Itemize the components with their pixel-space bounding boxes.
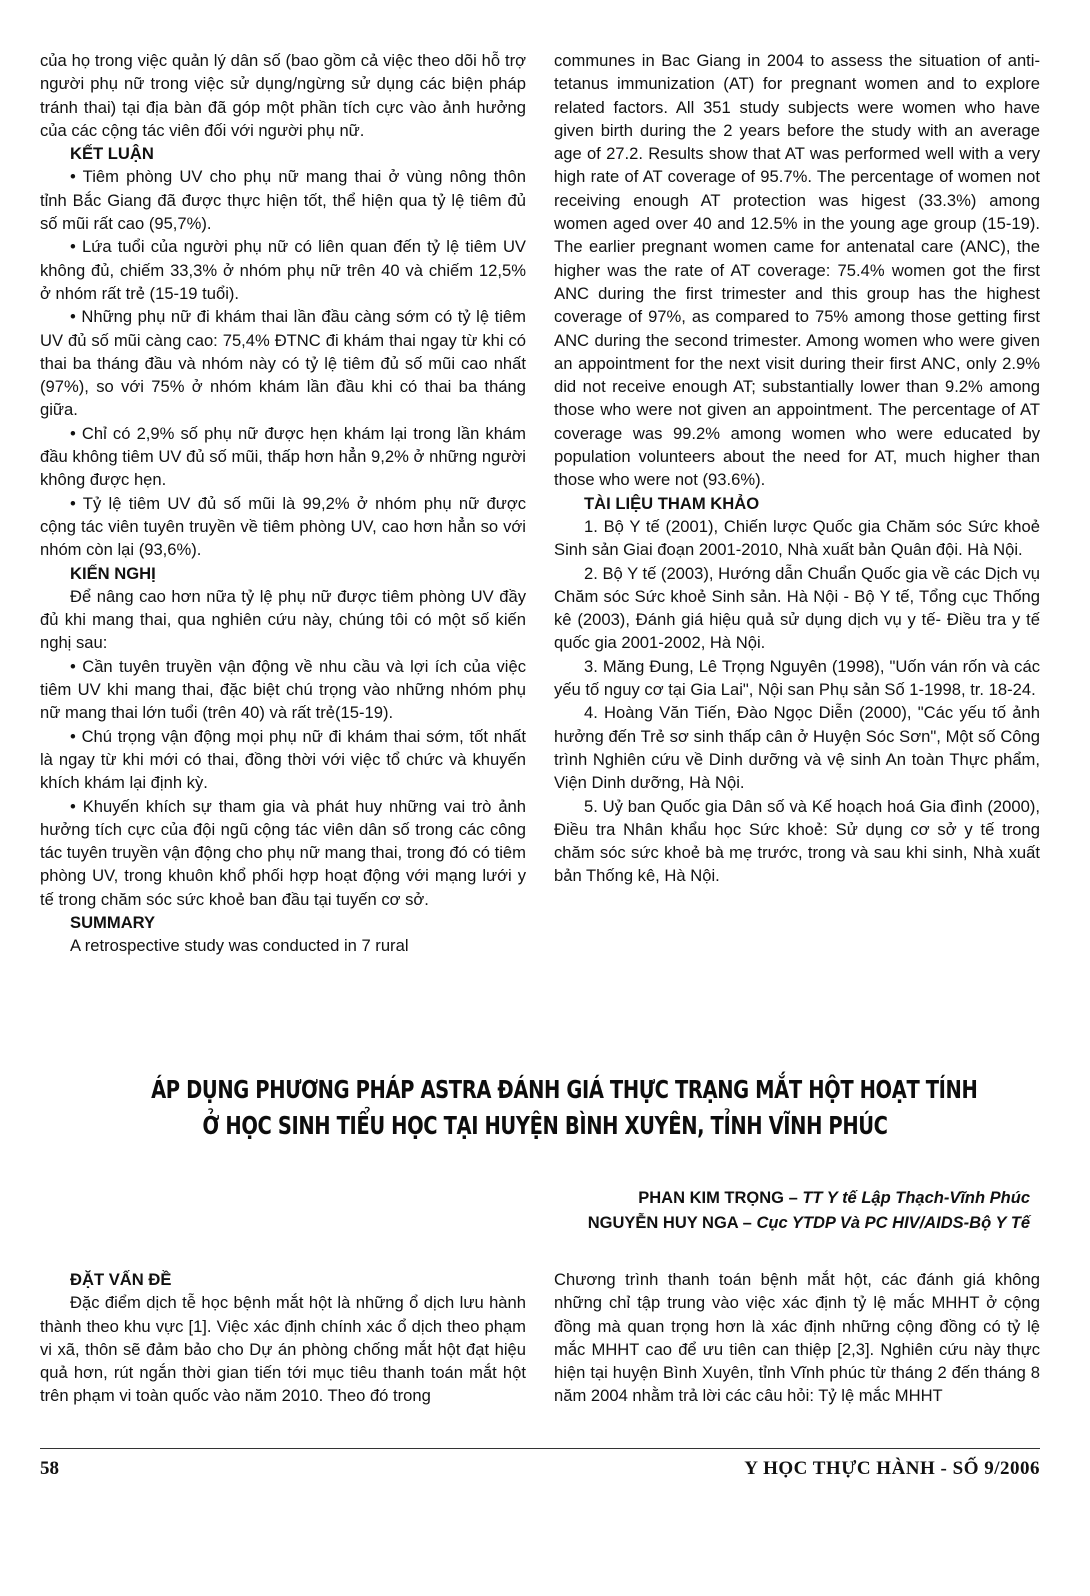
heading-ket-luan: KẾT LUẬN (70, 144, 154, 164)
reference-item: 1. Bộ Y tế (2001), Chiến lược Quốc gia Chăm sóc Sức khoẻ Sinh sản Giai đoạn 2001-2010, Nhà xuất bản Quân đội. Hà Nội. (554, 516, 1040, 560)
heading-dat-van-de: ĐẶT VẤN ĐỀ (70, 1270, 172, 1289)
footer-divider (40, 1448, 1040, 1449)
recommendation-2: • Chú trọng vận động mọi phụ nữ đi khám thai sớm, tốt nhất là ngay từ khi mới có thai, đồng thời với việc tổ chức và khuyến khích khám lại định kỳ. (40, 726, 526, 793)
author-1-affiliation: TT Y tế Lập Thạch-Vĩnh Phúc (802, 1189, 1030, 1207)
author-2-name: NGUYỄN HUY NGA – (587, 1214, 757, 1232)
reference-item: 3. Măng Đung, Lê Trọng Nguyên (1998), "Uốn ván rốn và các yếu tố nguy cơ tại Gia Lai", Nội san Phụ sản Số 1-1998, tr. 18-24. (554, 656, 1040, 700)
reference-item: 4. Hoàng Văn Tiến, Đào Ngọc Diễn (2000), "Các yếu tố ảnh hưởng đến Trẻ sơ sinh thấp cân ở Huyện Sóc Sơn", Một số Công trình Nghiên cứu về Dinh dưỡng và vệ sinh An toàn Thực phẩm, Viện Dinh dưỡng, Hà Nội. (554, 703, 1040, 793)
recommendation-1: • Cần tuyên truyền vận động về nhu cầu và lợi ích của việc tiêm UV khi mang thai, đặc biệt chú trọng vào những nhóm phụ nữ mang thai lớn tuổi (trên 40) và rất trẻ(15-19). (40, 656, 526, 723)
author-2 (588, 1211, 1030, 1236)
summary-start: A retrospective study was conducted in 7 rural (70, 936, 409, 956)
journal-name: Y HỌC THỰC HÀNH - SỐ 9/2006 (744, 1458, 1040, 1479)
summary-continued: communes in Bac Giang in 2004 to assess the situation of anti-tetanus immunization (AT) for pregnant women and to explore related factors. All 351 study subjects were women who have given birth during the 2 years before the study with an average age of 27.2. Results show that AT was performed well with a very high rate of AT coverage of 95.7%. The percentage of women not receiving enough AT protection was higest (33.3%) among women aged over 40 and 12.5% in the young age group (15-19). The earlier pregnant women came for antenatal care (ANC), the higher was the rate of AT coverage: 75.4% women got the first ANC during the first trimester and this group has the highest coverage of 97%, as compared to 75% among those getting first ANC during the second trimester. Among women who were given an appointment for the next visit during their first ANC, only 2.9% did not receive enough AT; substantially lower than 9.2% among those who were not given an appointment. The percentage of AT coverage was 99.2% among women who were educated by population volunteers about the need for AT, much higher than those who were not (93.6%). (554, 51, 1040, 490)
paragraph-continued: của họ trong việc quản lý dân số (bao gồm cả việc theo dõi hỗ trợ người phụ nữ trong việc sử dụng/ngừng sử dụng các biện pháp tránh thai) tại địa bàn đã góp một phần tích cực vào ảnh hưởng của các cộng tác viên đối với người phụ nữ. (40, 51, 526, 140)
author-2-affiliation: Cục YTDP Và PC HIV/AIDS-Bộ Y Tế (756, 1214, 1030, 1232)
reference-item: 2. Bộ Y tế (2003), Hướng dẫn Chuẩn Quốc gia về các Dịch vụ Chăm sóc Sức khoẻ Sinh sản. Hà Nội - Bộ Y tế, Tổng cục Thống kê (2003), Đánh giá hiệu quả sử dụng dịch vụ y tế- Điều tra y tế quốc gia 2001-2002, Hà Nội. (554, 563, 1040, 653)
page-number: 58 (40, 1458, 59, 1479)
author-block (588, 1186, 1030, 1236)
heading-references: TÀI LIỆU THAM KHẢO (584, 493, 760, 513)
title-line-2: Ở HỌC SINH TIỂU HỌC TẠI HUYỆN BÌNH XUYÊN, TỈNH VĨNH PHÚC (202, 1111, 888, 1140)
conclusion-5: • Tỷ lệ tiêm UV đủ số mũi là 99,2% ở nhóm phụ nữ được cộng tác viên tuyên truyền về tiêm phòng UV, cao hơn hẳn so với nhóm còn lại (93,6%). (40, 493, 526, 560)
recommendation-intro: Để nâng cao hơn nữa tỷ lệ phụ nữ được tiêm phòng UV đầy đủ khi mang thai, qua nghiên cứu này, chúng tôi có một số kiến nghị sau: (40, 586, 526, 653)
left-column-bottom (40, 1268, 526, 1408)
conclusion-4: • Chỉ có 2,9% số phụ nữ được hẹn khám lại trong lần khám đầu không tiêm UV đủ số mũi, thấp hơn hẳn 9,2% ở những người không được hẹn. (40, 423, 526, 490)
heading-kien-nghi: KIẾN NGHỊ (70, 563, 156, 583)
left-column-top (40, 49, 526, 958)
right-column-bottom (554, 1268, 1040, 1408)
right-column-top (554, 49, 1040, 888)
conclusion-1: • Tiêm phòng UV cho phụ nữ mang thai ở vùng nông thôn tỉnh Bắc Giang đã được thực hiện tốt, thể hiện qua tỷ lệ tiêm đủ số mũi rất cao (95,7%). (40, 167, 526, 234)
article-title (40, 1072, 1050, 1144)
author-1-name: PHAN KIM TRỌNG – (638, 1189, 803, 1207)
reference-item: 5. Uỷ ban Quốc gia Dân số và Kế hoạch hoá Gia đình (2000), Điều tra Nhân khẩu học Sức khoẻ: Sử dụng cơ sở y tế trong chăm sóc sức khoẻ bà mẹ trước, trong và sau khi sinh, Nhà xuất bản Thống kê, Hà Nội. (554, 796, 1040, 886)
conclusion-2: • Lứa tuổi của người phụ nữ có liên quan đến tỷ lệ tiêm UV không đủ, chiếm 33,3% ở nhóm phụ nữ trên 40 và chiếm 12,5% ở nhóm rất trẻ (15-19 tuổi). (40, 237, 526, 303)
author-1 (588, 1186, 1030, 1211)
intro-paragraph-left: Đặc điểm dịch tễ học bệnh mắt hột là những ổ dịch lưu hành thành theo khu vực [1]. Việc xác định chính xác ổ dịch theo phạm vi xã, thôn sẽ đảm bảo cho Dự án phòng chống mắt hột đạt hiệu quả hơn, rút ngắn thời gian tiến tới mục tiêu thanh toán mắt hột trên phạm vi toàn quốc vào năm 2010. Theo đó trong (40, 1293, 526, 1406)
heading-summary: SUMMARY (70, 912, 156, 932)
conclusion-3: • Những phụ nữ đi khám thai lần đầu càng sớm có tỷ lệ tiêm UV đủ số mũi càng cao: 75,4% ĐTNC đi khám thai ngay từ khi có thai ba tháng đầu và nhóm này có tỷ lệ tiêm đủ số mũi cao nhất (97%), so với 75% ở nhóm khám lần đầu khi có thai ba tháng giữa. (40, 307, 526, 420)
recommendation-3: • Khuyến khích sự tham gia và phát huy những vai trò ảnh hưởng tích cực của đội ngũ cộng tác viên dân số trong các công tác tuyên truyền vận động cho phụ nữ mang thai, trong đó có tiêm phòng UV, trong khuôn khổ phối hợp hoạt động với mạng lưới y tế trong chăm sóc sức khoẻ ban đầu tại tuyến cơ sở. (40, 796, 526, 909)
intro-paragraph-right: Chương trình thanh toán bệnh mắt hột, các đánh giá không những chỉ tập trung vào việc xác định tỷ lệ mắc MHHT ở cộng đồng mà quan trọng hơn là xác định những cộng đồng có tỷ lệ mắc MHHT cao để ưu tiên can thiệp [2,3]. Nghiên cứu này thực hiện tại huyện Bình Xuyên, tỉnh Vĩnh phúc từ tháng 2 đến tháng 8 năm 2004 nhằm trả lời các câu hỏi: Tỷ lệ mắc MHHT (554, 1270, 1040, 1406)
title-line-1: ÁP DỤNG PHƯƠNG PHÁP ASTRA ĐÁNH GIÁ THỰC TRẠNG MẮT HỘT HOẠT TÍNH (151, 1075, 978, 1104)
